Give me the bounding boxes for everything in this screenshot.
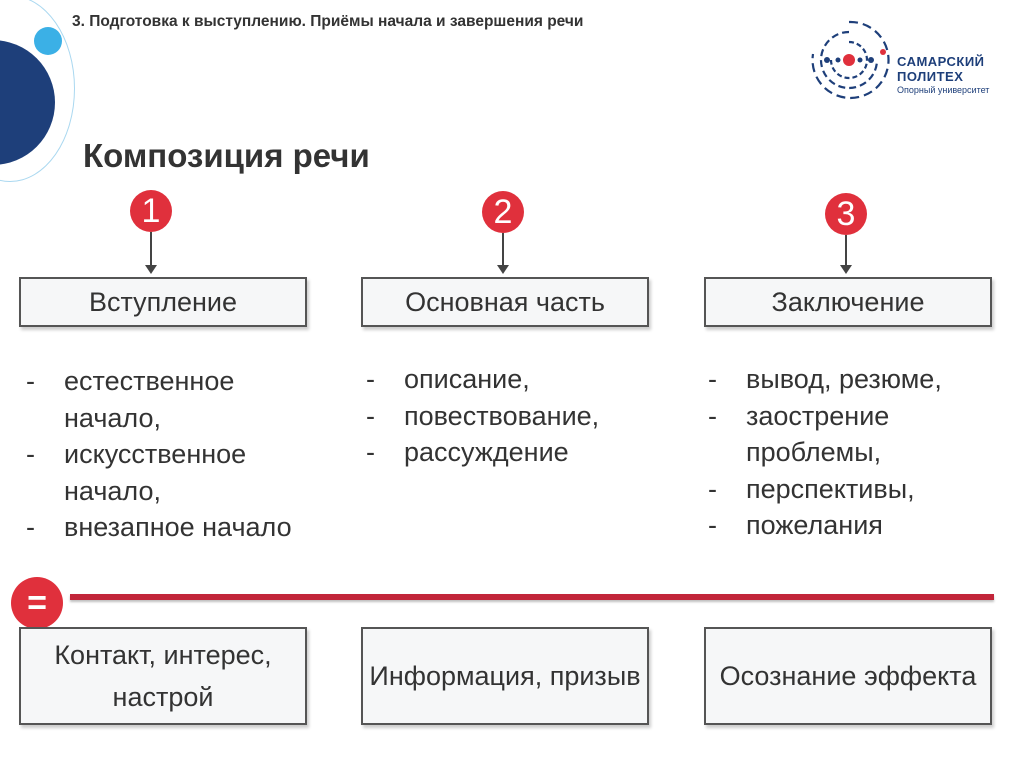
introduction-list <box>26 363 326 546</box>
list-item: - рассуждение <box>366 434 666 471</box>
list-item: - естественное начало, <box>26 363 326 436</box>
heading-box-main-part: Основная часть <box>361 277 649 327</box>
arrow-1-line <box>150 232 152 266</box>
result-box-main-part: Информация, призыв <box>361 627 649 725</box>
list-item: - повествование, <box>366 398 666 435</box>
arrow-3-line <box>845 235 847 266</box>
university-logo <box>803 12 1018 107</box>
list-item: - заострение проблемы, <box>708 398 1008 471</box>
equals-badge: = <box>11 577 63 629</box>
number-badge-1: 1 <box>130 190 172 232</box>
list-item: - вывод, резюме, <box>708 361 1008 398</box>
number-badge-3: 3 <box>825 193 867 235</box>
list-item: - внезапное начало <box>26 509 326 546</box>
conclusion-list <box>708 361 1008 544</box>
logo-text-line3: Опорный университет <box>897 85 990 95</box>
arrow-down-icon <box>840 265 852 274</box>
arrow-down-icon <box>145 265 157 274</box>
result-divider <box>70 594 994 600</box>
section-title: 3. Подготовка к выступлению. Приёмы начала и завершения речи <box>72 13 584 30</box>
list-item: - пожелания <box>708 507 1008 544</box>
heading-box-introduction: Вступление <box>19 277 307 327</box>
heading-box-conclusion: Заключение <box>704 277 992 327</box>
logo-text-line1: САМАРСКИЙ <box>897 54 985 69</box>
list-item: - искусственное начало, <box>26 436 326 509</box>
list-item: - перспективы, <box>708 471 1008 508</box>
logo-text-line2: ПОЛИТЕХ <box>897 69 964 84</box>
number-badge-2: 2 <box>482 191 524 233</box>
list-item: - описание, <box>366 361 666 398</box>
main-part-list <box>366 361 666 471</box>
arrow-down-icon <box>497 265 509 274</box>
page-title: Композиция речи <box>83 137 370 174</box>
result-box-introduction: Контакт, интерес, настрой <box>19 627 307 725</box>
result-box-conclusion: Осознание эффекта <box>704 627 992 725</box>
arrow-2-line <box>502 233 504 266</box>
decorative-circle-light <box>34 27 62 55</box>
logo-emblem-icon <box>803 12 895 107</box>
